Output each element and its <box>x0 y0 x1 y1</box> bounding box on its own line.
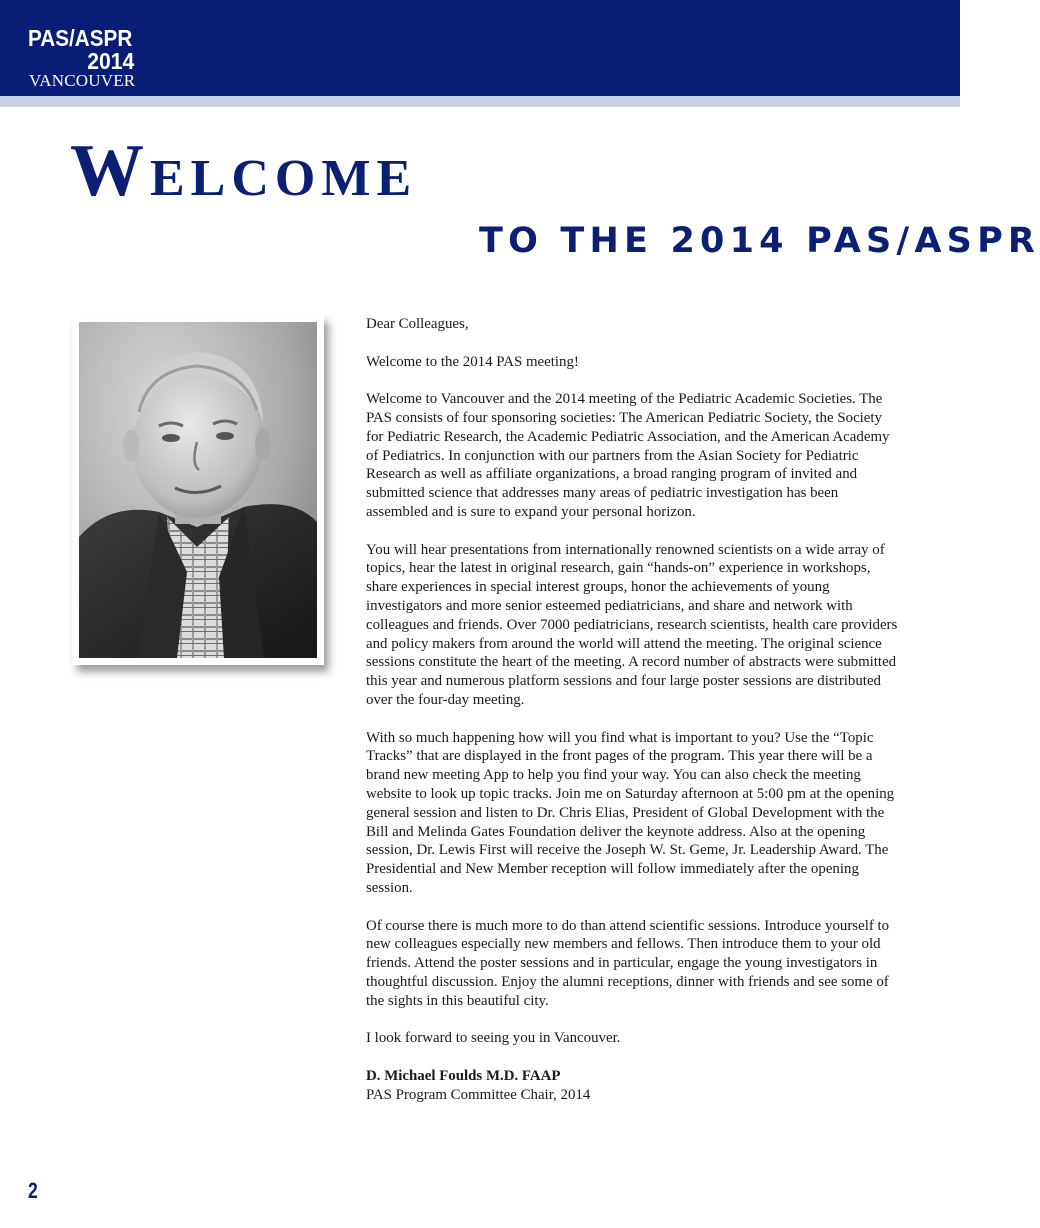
letter-paragraph: Welcome to the 2014 PAS meeting! <box>366 353 579 370</box>
page-subtitle: TO THE 2014 PAS/ASPR <box>479 221 1040 261</box>
signature-block <box>366 1067 902 1105</box>
letter-paragraph: Welcome to Vancouver and the 2014 meeting of the Pediatric Academic Societies. The PAS consists of four sponsoring societies: The American Pediatric Society, the Society for Pediatric Research, the Academic Pediatric Association, and the American Academy of Pediatrics. In conjunction with our partners from the Asian Society for Pediatric Research as well as affiliate organizations, a broad ranging program of invited and submitted science that addresses many areas of pediatric investigation has been assembled and is sure to expand your personal horizon. <box>366 391 890 520</box>
signer-name: D. Michael Foulds M.D. FAAP <box>366 1067 561 1084</box>
header-stripe <box>0 96 960 107</box>
logo-line-3: VANCOUVER <box>29 71 136 90</box>
signer-title: PAS Program Committee Chair, 2014 <box>366 1086 591 1103</box>
letter-paragraph: Of course there is much more to do than attend scientific sessions. Introduce yourself to new colleagues especially new members and fellows. Then introduce them to your old friends. Attend the poster sessions and in particular, engage the young investigators in thoughtful discussion. Enjoy the alumni receptions, dinner with friends and see some of the sights in this beautiful city. <box>366 917 890 1009</box>
portrait-frame <box>72 315 324 665</box>
logo-line-2: 2014 <box>87 48 135 74</box>
portrait-illustration <box>79 322 317 658</box>
letter-paragraph: You will hear presentations from internationally renowned scientists on a wide array of topics, hear the latest in original research, gain “hands-on” experience in workshops, share experiences in special interest groups, honor the achievements of young investigators and more senior esteemed pediatricians, and share and network with colleagues and friends. Over 7000 pediatricians, research scientists, health care providers and policy makers from around the world will attend the meeting. The original science sessions constitute the heart of the meeting. A record number of abstracts were submitted this year and numerous platform sessions and four large poster sessions are distributed over the four-day meeting. <box>366 541 898 708</box>
salutation: Dear Colleagues, <box>366 316 469 332</box>
page-title: Welcome <box>70 130 418 212</box>
pas-aspr-logo <box>28 26 138 90</box>
header-band <box>0 0 960 96</box>
welcome-letter <box>366 315 902 1104</box>
letter-paragraph: I look forward to seeing you in Vancouver. <box>366 1030 621 1047</box>
letter-paragraph: With so much happening how will you find what is important to you? Use the “Topic Tracks” that are displayed in the front pages of the program. This year there will be a brand new meeting App to help you find your way. You can also check the meeting website to look up topic tracks. Join me on Saturday afternoon at 5:00 pm at the opening general session and listen to Dr. Chris Elias, President of Global Development with the Bill and Melinda Gates Foundation deliver the keynote address. Also at the opening session, Dr. Lewis First will receive the Joseph W. St. Geme, Jr. Leadership Award. The Presidential and New Member reception will follow immediately after the opening session. <box>366 729 895 896</box>
page-number: 2 <box>28 1178 38 1203</box>
logo-line-1: PAS/ASPR <box>28 25 133 51</box>
portrait-photo <box>79 322 317 658</box>
